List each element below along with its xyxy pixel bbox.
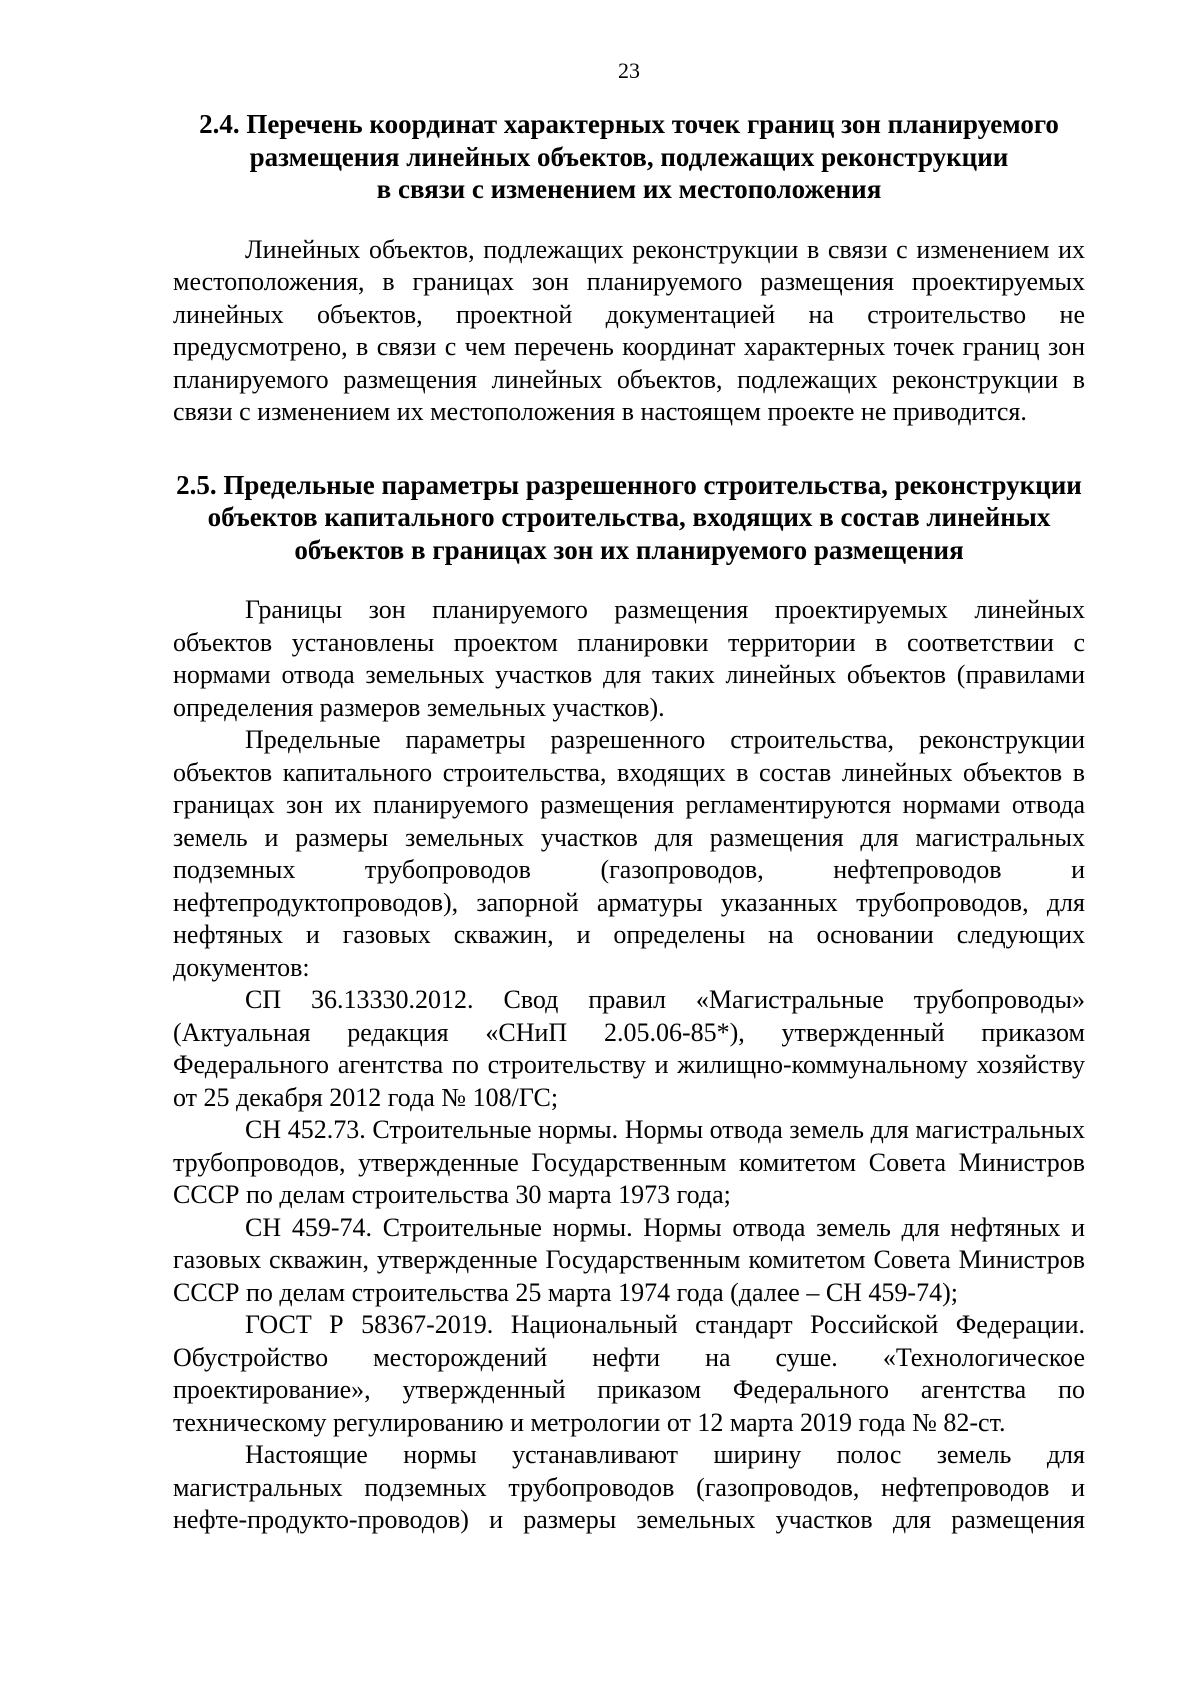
heading-line: размещения линейных объектов, подлежащих реконструкции [249, 141, 1009, 172]
heading-line: 2.4. Перечень координат характерных точек границ зон планируемого [199, 109, 1059, 139]
body-paragraph: Границы зон планируемого размещения проектируемых линейных объектов установлены проектом планировки территории в соответствии с нормами отвода земельных участков для таких линейных объектов (правилами определения размеров земельных участков). [173, 595, 1085, 722]
heading-line: 2.5. Предельные параметры разрешенного строительства, реконструкции [176, 469, 1082, 500]
body-paragraph: СН 459-74. Строительные нормы. Нормы отвода земель для нефтяных и газовых скважин, утвержденные Государственным комитетом Совета Министров СССР по делам строительства 25 марта 1974 года (далее – СН 459-74); [173, 1212, 1085, 1307]
heading-line: объектов в границах зон их планируемого размещения [294, 534, 964, 565]
body-paragraph: СН 452.73. Строительные нормы. Нормы отвода земель для магистральных трубопроводов, утвержденные Государственным комитетом Совета Министров СССР по делам строительства 30 марта 1973 года; [173, 1115, 1085, 1209]
heading-line: объектов капитального строительства, входящих в состав линейных [207, 502, 1051, 532]
section-2-4-heading [173, 108, 1085, 206]
heading-line: в связи с изменением их местоположения [376, 174, 882, 204]
body-paragraph: Предельные параметры разрешенного строительства, реконструкции объектов капитального строительства, входящих в состав линейных объектов в границах зон их планируемого размещения регламентируются нормами отвода земель и размеры земельных участков для размещения для магистральных подземных трубопроводов (газопроводов, нефтепроводов и нефтепродуктопроводов), запорной арматуры указанных трубопроводов, для нефтяных и газовых скважин, и определены на основании следующих документов: [173, 725, 1085, 982]
body-paragraph: ГОСТ Р 58367-2019. Национальный стандарт Российской Федерации. Обустройство месторождений нефти на суше. «Технологическое проектирование», утвержденный приказом Федерального агентства по техническому регулированию и метрологии от 12 марта 2019 года № 82-ст. [173, 1310, 1085, 1437]
body-paragraph: Настоящие нормы устанавливают ширину полос земель для магистральных подземных трубопроводов (газопроводов, нефтепроводов и нефте-продукто-проводов) и размеры земельных участков для размещения [173, 1440, 1085, 1534]
section-2-4-paragraph: Линейных объектов, подлежащих реконструкции в связи с изменением их местоположения, в границах зон планируемого размещения проектируемых линейных объектов, проектной документацией на строительство не предусмотрено, в связи с чем перечень координат характерных точек границ зон планируемого размещения линейных объектов, подлежащих реконструкции в связи с изменением их местоположения в настоящем проекте не приводится. [173, 234, 1085, 426]
section-2-5-heading [173, 469, 1085, 567]
page-number: 23 [618, 58, 640, 83]
body-paragraph: СП 36.13330.2012. Свод правил «Магистральные трубопроводы» (Актуальная редакция «СНиП 2.05.06-85*), утвержденный приказом Федерального агентства по строительству и жилищно-коммунальному хозяйству от 25 декабря 2012 года № 108/ГС; [173, 985, 1085, 1112]
